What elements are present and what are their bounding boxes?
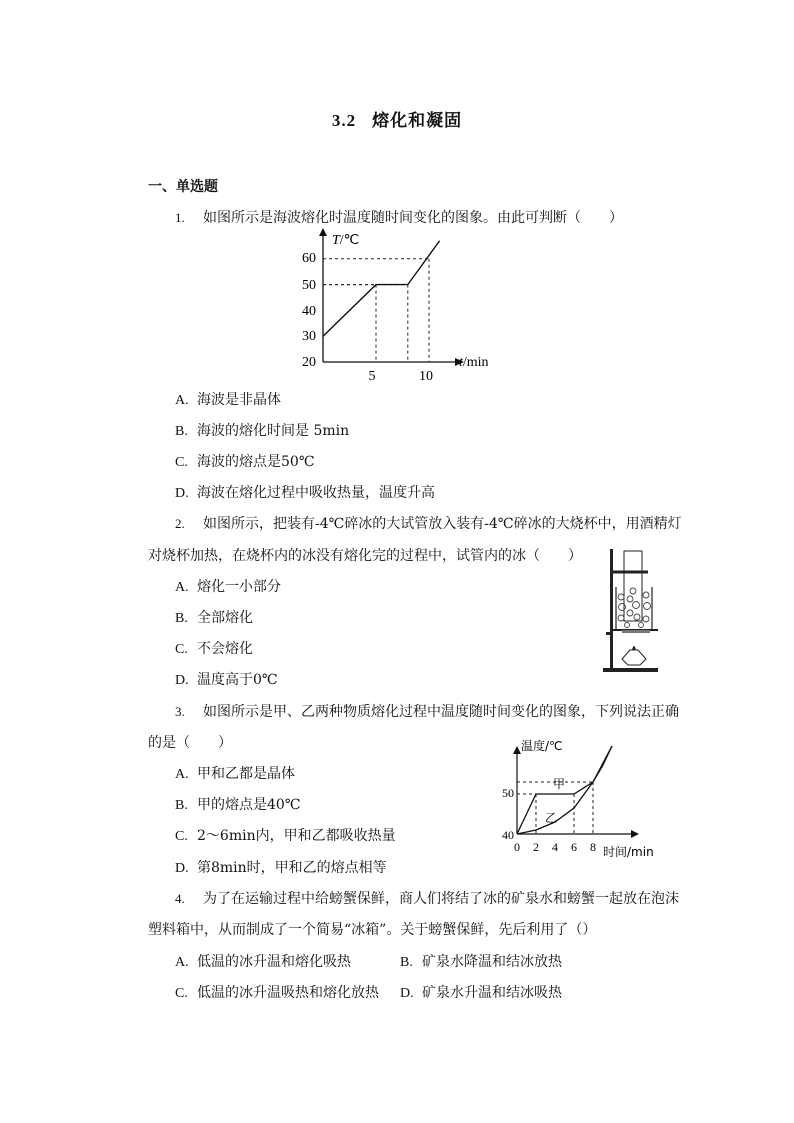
- option-text: 熔化一小部分: [197, 579, 281, 595]
- q3-option-d[interactable]: [175, 857, 387, 877]
- question-2-stem-line2: 对烧杯加热，在烧杯内的冰没有熔化完的过程中，试管内的冰（ ）: [148, 548, 582, 564]
- option-text: 不会熔化: [197, 641, 253, 657]
- x-axis-label: 时间/min: [603, 845, 654, 859]
- title-text: 熔化和凝固: [372, 111, 463, 131]
- y-tick-label: 20: [302, 355, 316, 370]
- x-tick-label: 4: [552, 840, 558, 854]
- option-label: A.: [175, 393, 189, 408]
- option-text: 甲和乙都是晶体: [197, 766, 295, 782]
- gauze: [622, 630, 650, 633]
- stand-rod: [610, 549, 613, 669]
- question-2-text-1: 如图所示，把装有-4℃碎冰的大试管放入装有-4℃碎冰的大烧杯中，用酒精灯: [203, 516, 682, 532]
- y-axis-label: [332, 233, 359, 248]
- x-axis-var: t: [459, 355, 463, 370]
- q4-option-b[interactable]: [400, 951, 562, 971]
- y-tick-label: 50: [302, 278, 316, 293]
- q1-option-c[interactable]: [175, 451, 314, 471]
- y-tick-label: 50: [502, 786, 514, 800]
- section-heading: 一、单选题: [148, 179, 218, 195]
- option-text: 温度高于0℃: [197, 672, 278, 688]
- question-3-stem-line1: [175, 701, 679, 721]
- x-axis-label: [459, 355, 489, 370]
- x-tick-label: 0: [514, 840, 520, 854]
- option-label: A.: [175, 955, 189, 970]
- y-tick-label: 40: [502, 828, 514, 842]
- option-label: D.: [175, 861, 189, 876]
- question-3-text-1: 如图所示是甲、乙两种物质熔化过程中温度随时间变化的图象，下列说法正确: [203, 704, 679, 720]
- question-1-number: 1.: [175, 210, 185, 225]
- question-1-text: 如图所示是海波熔化时温度随时间变化的图象。由此可判断（ ）: [203, 210, 623, 226]
- chart-guides: [323, 259, 429, 362]
- option-label: C.: [175, 986, 188, 1001]
- q2-option-b[interactable]: [175, 607, 253, 627]
- y-tick-label: 40: [302, 304, 316, 319]
- question-4-stem-line2: 塑料箱中，从而制成了一个简易“冰箱”。关于螃蟹保鲜，先后利用了（）: [148, 922, 597, 938]
- question-4-text-1: 为了在运输过程中给螃蟹保鲜，商人们将结了冰的矿泉水和螃蟹一起放在泡沫: [203, 891, 679, 907]
- question-2-stem-line1: [175, 513, 682, 533]
- flame: [632, 646, 636, 650]
- q2-option-d[interactable]: [175, 669, 278, 689]
- data-line: [323, 241, 440, 336]
- ring-clamp: [606, 632, 612, 635]
- option-label: A.: [175, 767, 189, 782]
- option-text: 海波的熔化时间是 5min: [197, 423, 350, 439]
- option-label: D.: [400, 986, 414, 1001]
- option-label: A.: [175, 580, 189, 595]
- x-axis-unit: /min: [462, 355, 489, 370]
- page-title: [0, 106, 794, 131]
- y-axis-unit: /℃: [339, 233, 360, 248]
- q3-option-c[interactable]: [175, 825, 396, 845]
- y-axis-label: 温度/℃: [521, 739, 563, 753]
- q3-option-a[interactable]: [175, 763, 295, 783]
- option-label: D.: [175, 486, 189, 501]
- question-3-stem-line2: 的是（ ）: [148, 735, 232, 751]
- option-label: C.: [175, 829, 188, 844]
- option-text: 海波在熔化过程中吸收热量，温度升高: [197, 485, 435, 501]
- option-text: 矿泉水降温和结冰放热: [422, 954, 562, 970]
- q4-option-c[interactable]: [175, 982, 379, 1002]
- option-text: 矿泉水升温和结冰吸热: [422, 985, 562, 1001]
- question-4-number: 4.: [175, 891, 185, 906]
- question-3-number: 3.: [175, 704, 185, 719]
- option-label: C.: [175, 455, 188, 470]
- y-tick-label: 60: [302, 251, 316, 266]
- test-tube: [624, 551, 642, 621]
- x-tick-label: 10: [419, 369, 433, 384]
- option-text: 第8min时，甲和乙的熔点相等: [197, 860, 387, 876]
- option-label: C.: [175, 642, 188, 657]
- series-yi-label: 乙: [545, 811, 558, 825]
- ice-pieces: [618, 588, 651, 628]
- title-number: 3.2: [331, 111, 357, 130]
- q2-option-c[interactable]: [175, 638, 253, 658]
- q3-option-b[interactable]: [175, 794, 300, 814]
- q1-option-a[interactable]: [175, 389, 281, 409]
- q1-option-b[interactable]: [175, 420, 349, 440]
- question-2-number: 2.: [175, 516, 185, 531]
- y-tick-label: 30: [302, 329, 316, 344]
- x-tick-label: 8: [590, 840, 596, 854]
- x-axis-arrow: [631, 830, 639, 838]
- stand-base: [603, 668, 658, 672]
- q1-option-d[interactable]: [175, 482, 435, 502]
- option-text: 低温的冰升温吸热和熔化放热: [197, 985, 379, 1001]
- option-label: B.: [175, 798, 188, 813]
- question-1-stem: [175, 207, 623, 227]
- y-axis-arrow: [513, 746, 521, 754]
- y-axis-var: T: [332, 233, 340, 248]
- y-axis-arrow: [319, 228, 327, 236]
- q4-option-d[interactable]: [400, 982, 562, 1002]
- option-text: 海波的熔点是50℃: [197, 454, 315, 470]
- melting-graph-hypo: [290, 228, 510, 388]
- q4-option-a[interactable]: [175, 951, 351, 971]
- option-label: B.: [175, 424, 188, 439]
- series-jia-label: 甲: [553, 777, 566, 791]
- melting-graph-jia-yi: [495, 734, 665, 864]
- option-text: 甲的熔点是40℃: [197, 797, 301, 813]
- question-4-stem-line1: [175, 888, 679, 908]
- option-text: 2～6min内，甲和乙都吸收热量: [197, 828, 396, 844]
- option-label: B.: [400, 955, 413, 970]
- option-label: B.: [175, 611, 188, 626]
- x-tick-label: 2: [533, 840, 539, 854]
- q2-option-a[interactable]: [175, 576, 281, 596]
- x-tick-label: 5: [368, 369, 376, 384]
- x-tick-label: 6: [571, 840, 577, 854]
- alcohol-lamp: [622, 650, 646, 665]
- option-text: 全部熔化: [197, 610, 253, 626]
- apparatus-figure: [600, 547, 670, 675]
- option-text: 低温的冰升温和熔化吸热: [197, 954, 351, 970]
- option-label: D.: [175, 673, 189, 688]
- option-text: 海波是非晶体: [197, 392, 281, 408]
